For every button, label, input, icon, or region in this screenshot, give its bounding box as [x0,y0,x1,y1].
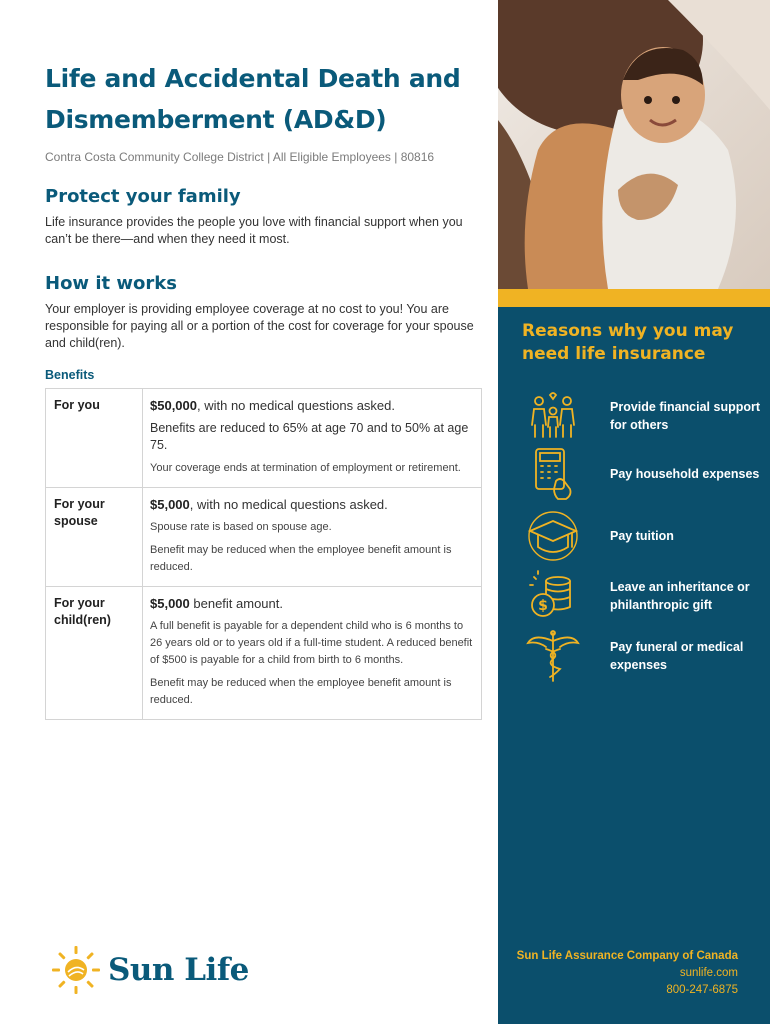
row-details [143,488,482,587]
reasons-panel [498,307,770,1024]
reason-item [524,445,764,503]
accent-strip [498,289,770,307]
reason-item [524,567,764,625]
protect-heading: Protect your family [45,186,241,207]
benefit-fineprint: Benefit may be reduced when the employee benefit amount is reduced. [150,544,452,573]
title-line-2: Dismemberment (AD&D) [45,105,387,134]
row-details [143,389,482,488]
graduation-cap-icon [524,507,582,565]
title-line-1: Life and Accidental Death and [45,64,461,93]
reasons-title: Reasons why you may need life insurance [522,321,734,364]
row-header: For your spouse [46,488,143,587]
benefit-fineprint: Your coverage ends at termination of employment or retirement. [150,462,461,474]
benefit-note: A full benefit is payable for a dependent child who is 6 months to 26 years old or to years old if a full-time student. A reduced benefit of $500 is payable for a child from birth to 6 months. [150,620,473,666]
table-row [46,389,482,488]
family-photo [498,0,770,289]
caduceus-icon [524,627,582,685]
company-name: Sun Life Assurance Company of Canada [516,950,738,962]
company-footer [517,948,738,999]
reason-label: Leave an inheritance or philanthropic gift [610,580,750,612]
logo-wordmark: Sun Life [108,952,249,988]
benefit-note: Benefits are reduced to 65% at age 70 and to 50% at age 75. [150,421,469,452]
benefit-amount [150,397,473,414]
benefits-label: Benefits [45,368,95,382]
amount-value: $5,000 [150,497,190,512]
table-row [46,587,482,720]
svg-text:$: $ [538,598,548,614]
reason-item [524,387,764,445]
reason-label: Pay tuition [610,529,674,543]
row-details [143,587,482,720]
reason-item [524,627,764,685]
reason-label: Pay household expenses [610,467,760,481]
phone-number[interactable]: 800-247-6875 [666,984,738,996]
how-heading: How it works [45,273,177,294]
parent-child-photo-illustration [498,0,770,289]
family-icon [524,387,582,445]
benefit-amount [150,496,473,513]
table-row [46,488,482,587]
sun-life-logo [50,944,249,996]
sun-icon [50,944,102,996]
reason-item [524,507,764,565]
amount-suffix: , with no medical questions asked. [189,497,388,512]
reason-label: Pay funeral or medical expenses [610,640,744,672]
benefit-amount [150,595,473,612]
page-title [45,58,485,140]
row-header: For you [46,389,143,488]
how-text: Your employer is providing employee coverage at no cost to you! You are responsible for paying all or a portion of the cost for coverage for your spouse and child(ren). [45,302,474,350]
plan-subtitle: Contra Costa Community College District | All Eligible Employees | 80816 [45,150,435,164]
coins-icon [524,567,582,625]
amount-value: $5,000 [150,596,190,611]
main-content [45,58,485,720]
benefits-table [45,388,482,720]
amount-suffix: benefit amount. [189,596,283,611]
row-header: For your child(ren) [46,587,143,720]
amount-suffix: , with no medical questions asked. [197,398,395,413]
benefit-note: Spouse rate is based on spouse age. [150,521,332,533]
reason-label: Provide financial support for others [610,400,761,432]
benefit-fineprint: Benefit may be reduced when the employee benefit amount is reduced. [150,677,452,706]
calculator-icon [524,445,582,503]
website-link[interactable]: sunlife.com [679,967,738,979]
protect-text: Life insurance provides the people you love with financial support when you can’t be there—and when they need it most. [45,215,463,246]
amount-value: $50,000 [150,398,197,413]
